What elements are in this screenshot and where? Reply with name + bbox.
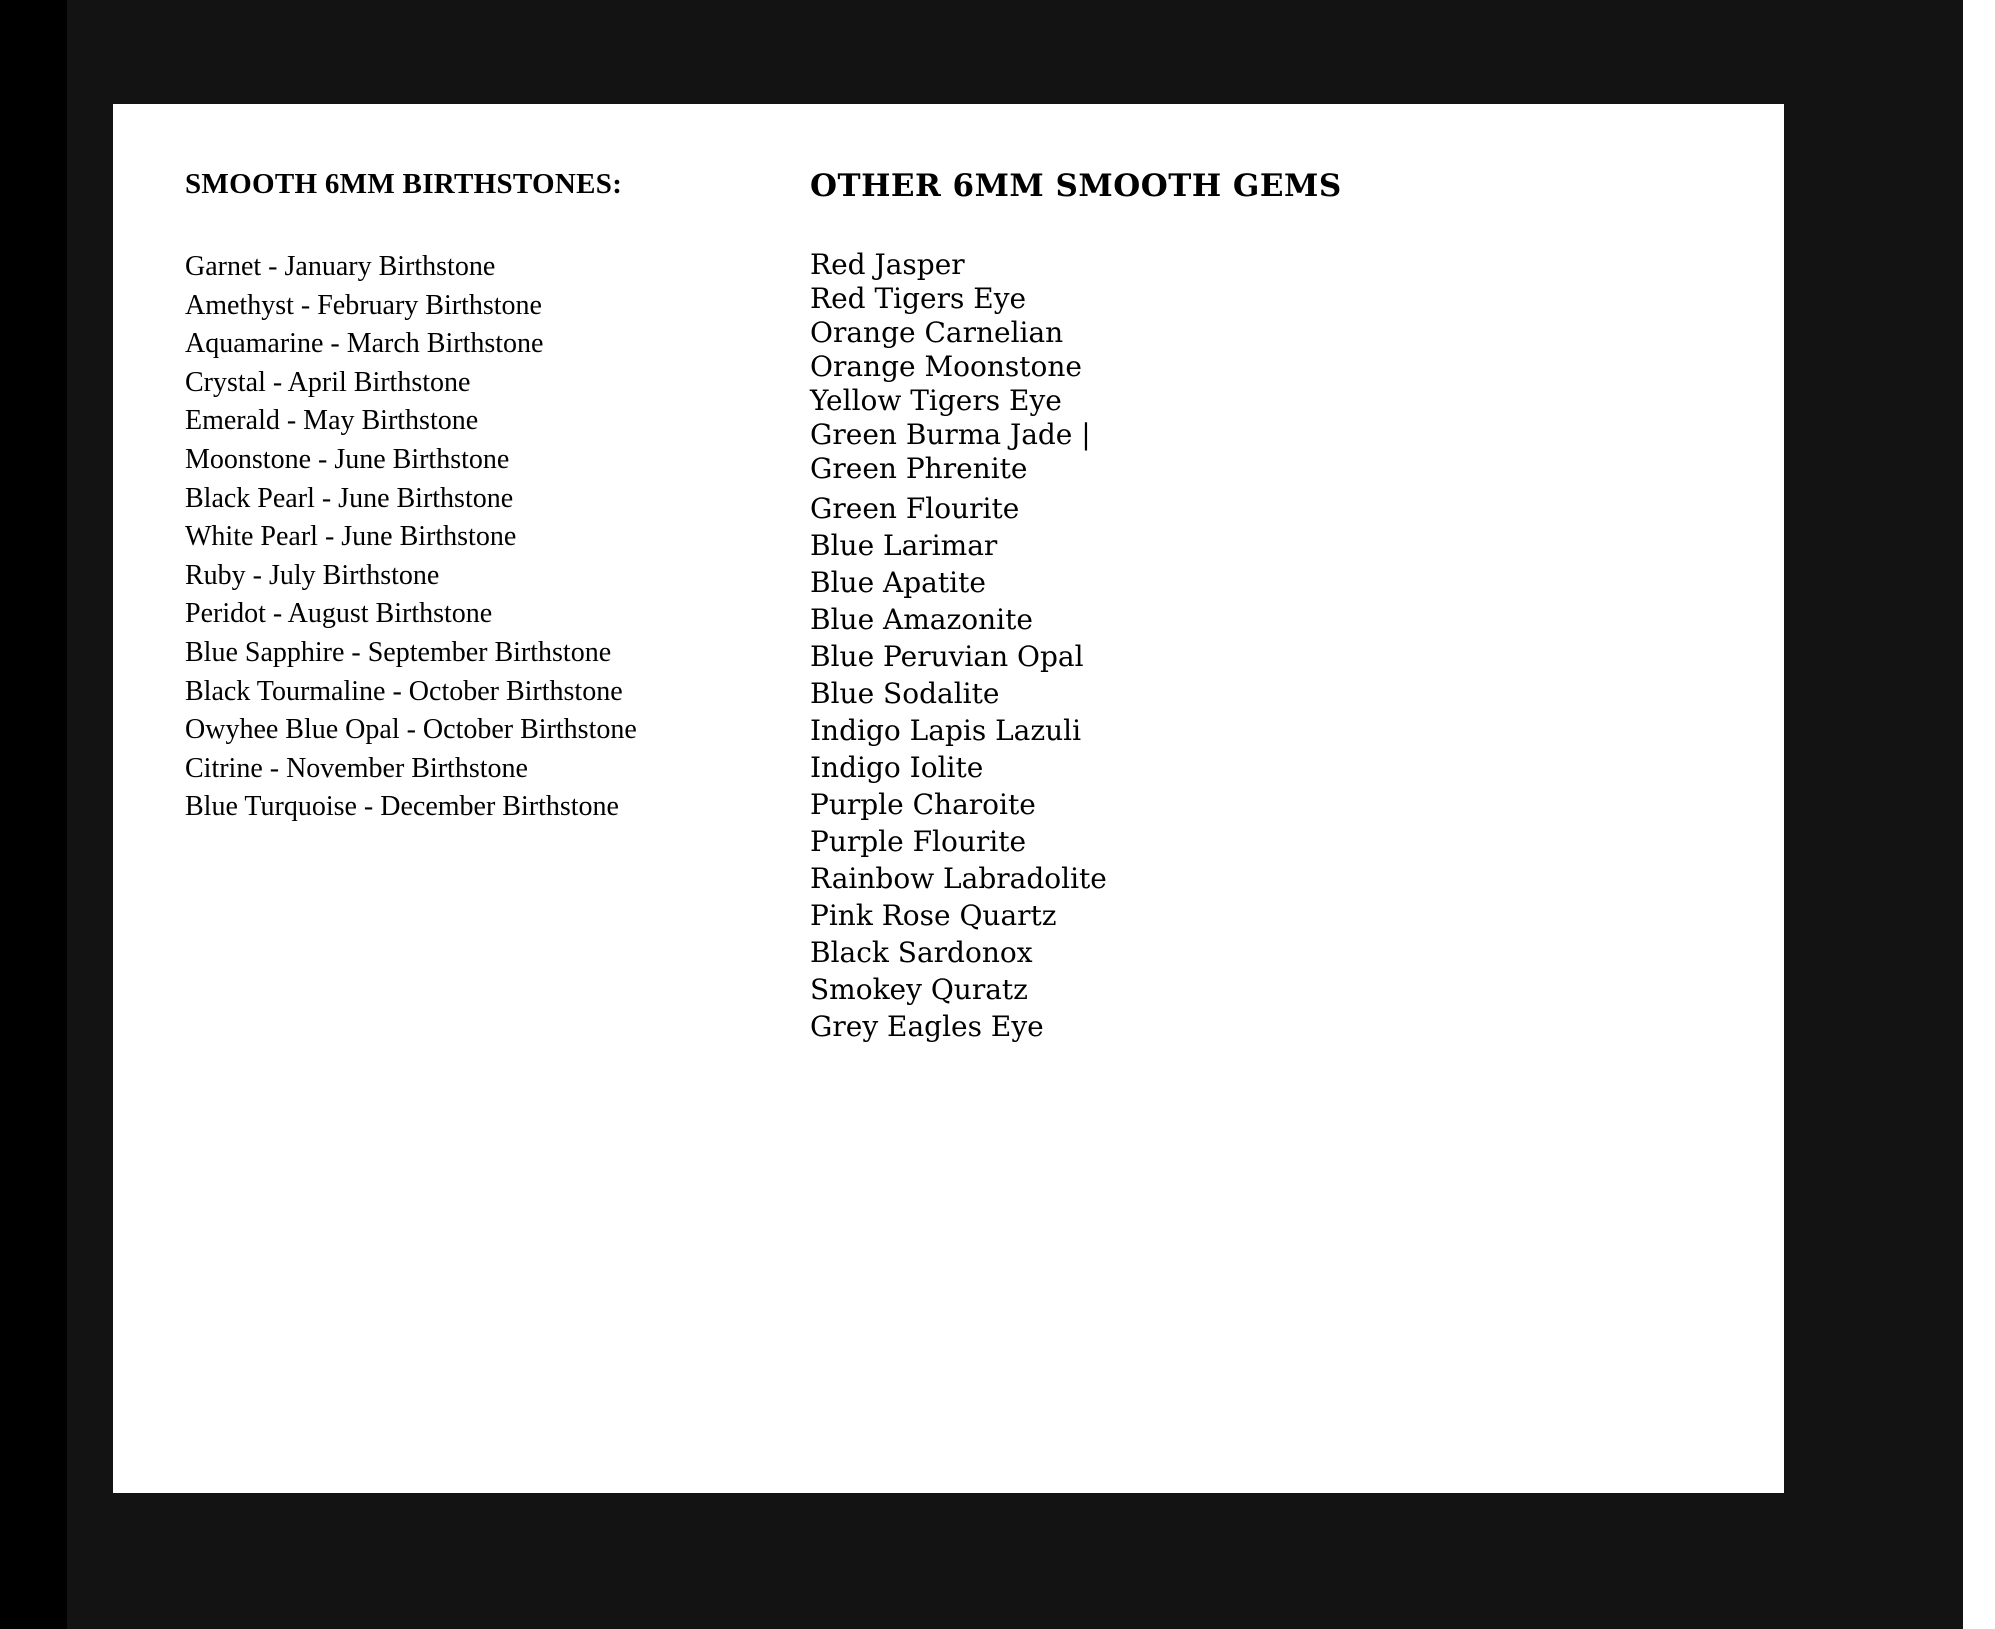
- gem-item: Orange Moonstone: [810, 350, 1082, 383]
- gem-item: Yellow Tigers Eye: [810, 384, 1062, 417]
- gem-item: Grey Eagles Eye: [810, 1010, 1044, 1043]
- gem-item: Orange Carnelian: [810, 316, 1064, 349]
- gem-item: Red Tigers Eye: [810, 282, 1027, 315]
- gem-item: Green Flourite: [810, 492, 1020, 525]
- gem-item: Black Sardonox: [810, 936, 1033, 969]
- gem-item: Purple Charoite: [810, 788, 1036, 821]
- left-black-band: [0, 0, 67, 1629]
- gem-item: Green Phrenite: [810, 452, 1028, 485]
- birthstone-item: Black Tourmaline - October Birthstone: [185, 675, 623, 707]
- gem-item: Blue Apatite: [810, 566, 986, 599]
- page: [113, 104, 1784, 1493]
- gem-item: Blue Larimar: [810, 529, 998, 562]
- gem-item: Blue Amazonite: [810, 603, 1033, 636]
- other-gems-list: [810, 248, 1107, 1045]
- right-white-band: [1963, 0, 1995, 1629]
- birthstone-item: Peridot - August Birthstone: [185, 598, 493, 630]
- gem-item: Purple Flourite: [810, 825, 1027, 858]
- gem-item: Pink Rose Quartz: [810, 899, 1057, 932]
- birthstone-item: Ruby - July Birthstone: [185, 559, 440, 591]
- birthstone-item: Owyhee Blue Opal - October Birthstone: [185, 714, 637, 746]
- birthstone-item: Black Pearl - June Birthstone: [185, 482, 514, 514]
- birthstone-item: Blue Turquoise - December Birthstone: [185, 791, 619, 823]
- birthstones-list: [185, 248, 637, 827]
- gem-item: Indigo Lapis Lazuli: [810, 714, 1082, 747]
- birthstone-item: Moonstone - June Birthstone: [185, 443, 510, 475]
- birthstones-heading: SMOOTH 6MM BIRTHSTONES:: [185, 168, 623, 200]
- birthstone-item: White Pearl - June Birthstone: [185, 521, 517, 553]
- gem-item: Indigo Iolite: [810, 751, 984, 784]
- birthstone-item: Aquamarine - March Birthstone: [185, 328, 544, 360]
- birthstone-item: Amethyst - February Birthstone: [185, 289, 542, 321]
- birthstone-item: Blue Sapphire - September Birthstone: [185, 636, 612, 668]
- birthstone-item: Crystal - April Birthstone: [185, 366, 471, 398]
- birthstone-item: Garnet - January Birthstone: [185, 251, 496, 282]
- gem-item: Smokey Quratz: [810, 973, 1028, 1006]
- birthstone-item: Citrine - November Birthstone: [185, 752, 528, 784]
- gem-item: Rainbow Labradolite: [810, 862, 1107, 895]
- other-gems-heading: OTHER 6MM SMOOTH GEMS: [810, 168, 1342, 204]
- gem-item: Green Burma Jade |: [810, 418, 1091, 451]
- birthstone-item: Emerald - May Birthstone: [185, 405, 479, 437]
- gem-item: Blue Sodalite: [810, 677, 1000, 710]
- gem-item: Blue Peruvian Opal: [810, 640, 1084, 673]
- gem-item: Red Jasper: [810, 248, 965, 281]
